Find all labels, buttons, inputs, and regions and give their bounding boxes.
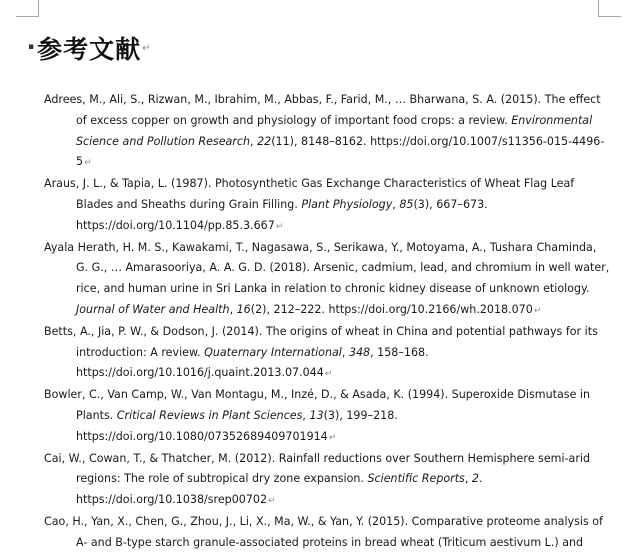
reference-entry[interactable] (44, 90, 610, 174)
margin-crop-mark-right (598, 0, 621, 17)
reference-journal: Journal of Water and Health (76, 302, 230, 316)
reference-authors-title: Bowler, C., Van Camp, W., Van Montagu, M., Inzé, D., & Asada, K. (1994). Superoxide Dismutase in Plants. (44, 388, 591, 422)
paragraph-mark-icon: ↵ (142, 42, 151, 54)
paragraph-mark-icon: ↵ (275, 221, 284, 232)
reference-authors-title: Cao, H., Yan, X., Chen, G., Zhou, J., Li, X., Ma, W., & Yan, Y. (2015). Comparative proteome analysis of A- and B-type starch granule-associated proteins in bread wheat (Triticum aestivum L.) and (44, 514, 603, 549)
reference-authors-title: Betts, A., Jia, P. W., & Dodson, J. (2014). The origins of wheat in China and potential pathways for its introduction: A review. (44, 324, 598, 359)
reference-journal: Quaternary International (204, 345, 342, 359)
paragraph-mark-icon: ↵ (328, 432, 337, 443)
reference-volume: 85 (399, 197, 414, 211)
paragraph-mark-icon: ↵ (324, 369, 333, 380)
margin-crop-mark-left (16, 0, 39, 17)
reference-journal: Critical Reviews in Plant Sciences (116, 408, 303, 422)
reference-separator: , (302, 408, 310, 422)
reference-journal: Scientific Reports (367, 472, 465, 486)
paragraph-mark-icon: ↵ (84, 158, 92, 169)
paragraph-mark-icon: ↵ (268, 496, 276, 507)
page-title[interactable]: 参考文献 (37, 35, 142, 64)
reference-issue-pages-doi: , 158–168. https://doi.org/10.1016/j.quaint.2013.07.044 (76, 345, 429, 380)
reference-separator: , (229, 302, 237, 316)
reference-authors-title: Adrees, M., Ali, S., Rizwan, M., Ibrahim, M., Abbas, F., Farid, M., … Bharwana, S. A. (2015). The effect of excess copper on growth and physiology of important food crops: a review. (44, 93, 601, 127)
reference-entry[interactable] (44, 238, 610, 322)
reference-separator: , (392, 197, 400, 211)
paragraph-mark-icon: ↵ (533, 305, 542, 316)
reference-volume: 22 (257, 134, 272, 148)
reference-journal: Environmental Science and Pollution Research (76, 113, 593, 148)
reference-authors-title: Cai, W., Cowan, T., & Thatcher, M. (2012). Rainfall reductions over Southern Hemisphere semi-arid regions: The role of subtropical dry zone expansion. (44, 451, 591, 486)
heading-row[interactable] (28, 28, 151, 68)
reference-separator: , (250, 134, 258, 148)
reference-volume: 16 (236, 302, 251, 316)
reference-authors-title: Ayala Herath, H. M. S., Kawakami, T., Nagasawa, S., Serikawa, Y., Motoyama, A., Tushara Chaminda, G. G., … Amarasooriya, A. A. G. D. (2018). Arsenic, cadmium, lead, and chromium in well water, rice, and human urine in Sri Lanka in relation to chronic kidney disease of unknown etiology. (44, 240, 610, 296)
reference-issue-pages-doi: (11), 8148–8162. https://doi.org/10.1007/s11356-015-4496-5 (76, 134, 605, 169)
reference-entry[interactable] (44, 449, 610, 512)
reference-issue-pages-doi: (3), 667–673. https://doi.org/10.1104/pp.85.3.667 (76, 197, 488, 232)
reference-entry[interactable] (44, 385, 610, 448)
reference-separator: , (341, 345, 349, 359)
reference-volume: 2 (471, 472, 479, 486)
heading-style-marker-icon: ▪ (28, 42, 35, 52)
reference-list (44, 90, 610, 554)
reference-issue-pages-doi: (2), 212–222. https://doi.org/10.2166/wh.2018.070 (250, 302, 533, 316)
reference-volume: 13 (309, 408, 324, 422)
reference-issue-pages-doi: . https://doi.org/10.1038/srep00702 (76, 472, 483, 507)
reference-journal: Plant Physiology (301, 197, 393, 211)
reference-entry[interactable] (44, 322, 610, 385)
reference-entry[interactable] (44, 174, 610, 237)
reference-separator: , (464, 472, 472, 486)
reference-volume: 348 (348, 345, 371, 359)
reference-authors-title: Araus, J. L., & Tapia, L. (1987). Photosynthetic Gas Exchange Characteristics of Wheat Flag Leaf Blades and Sheaths during Grain Filling. (44, 177, 575, 211)
reference-issue-pages-doi: (3), 199–218. https://doi.org/10.1080/07352689409701914 (76, 408, 398, 443)
